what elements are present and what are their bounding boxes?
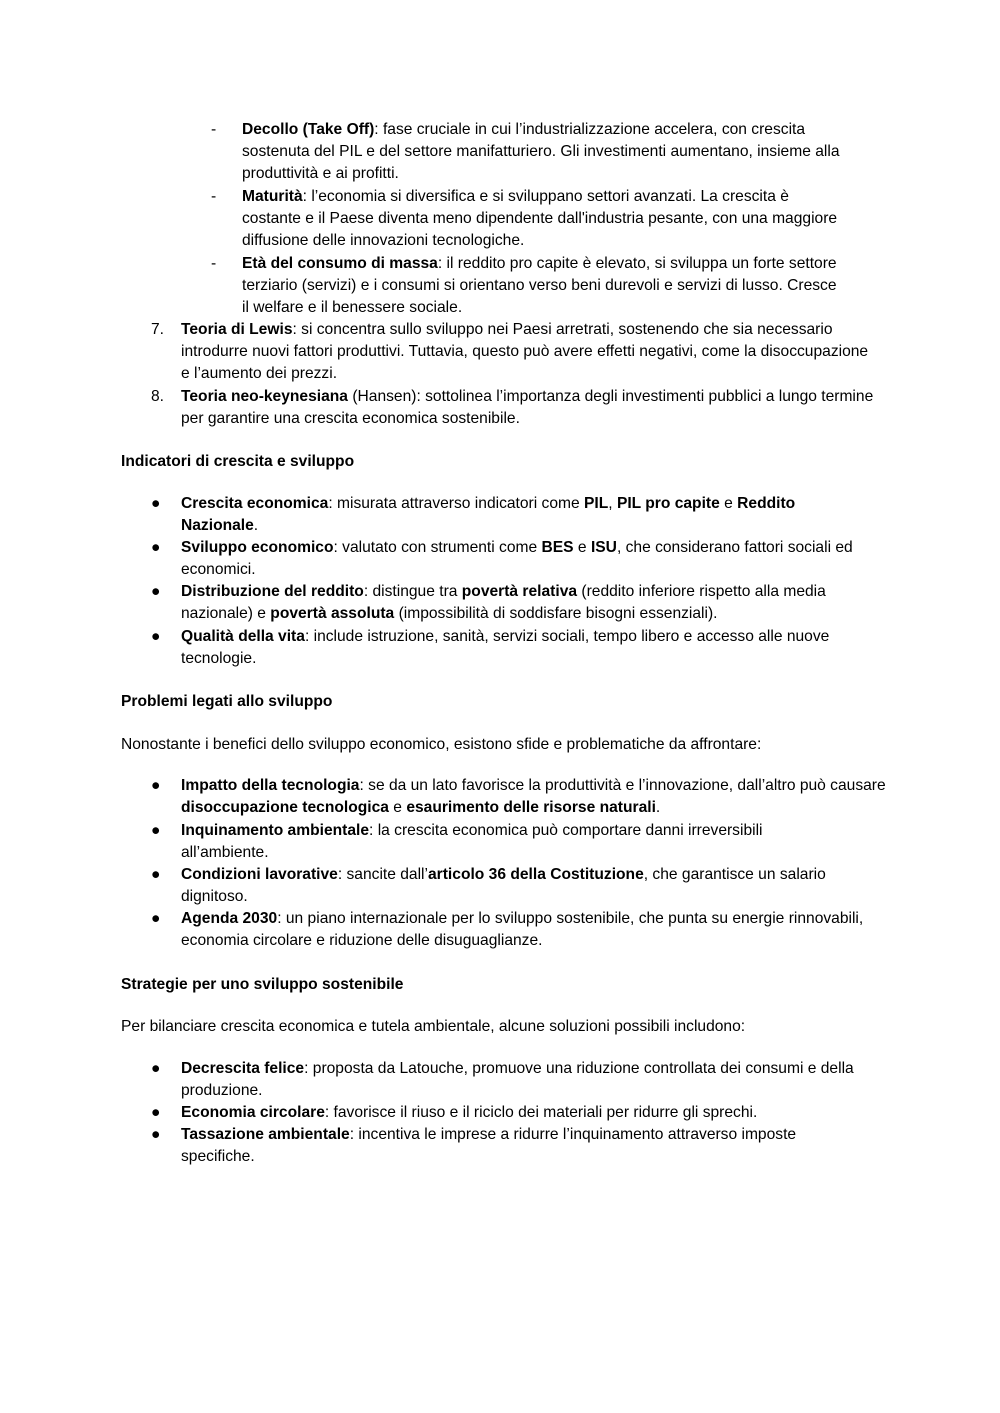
list-item-text: Economia circolare: favorisce il riuso e il riciclo dei materiali per ridurre gli sprechi. xyxy=(181,1104,758,1121)
list-number: 8. xyxy=(151,388,165,405)
bullet-marker: ● xyxy=(151,1126,161,1143)
bullet-marker: ● xyxy=(151,910,161,927)
bullet-marker: ● xyxy=(151,777,161,794)
bold-term: Maturità xyxy=(242,188,303,205)
bold-term: Teoria di Lewis xyxy=(181,321,293,338)
dash-marker: - xyxy=(211,188,217,205)
list-item-text: Sviluppo economico: valutato con strumenti come BES e ISU, che considerano fattori sociali ed economici. xyxy=(181,539,853,579)
bullet-marker: ● xyxy=(151,628,161,645)
section-intro: Nonostante i benefici dello sviluppo economico, esistono sfide e problematiche da affrontare: xyxy=(121,736,762,753)
bold-term: Teoria neo-keynesiana xyxy=(181,388,348,405)
list-item-text: Maturità: l’economia si diversifica e si sviluppano settori avanzati. La crescita è costante e il Paese diventa meno dipendente dall'industria pesante, con una maggiore diffusione delle innovazioni tecnologiche. xyxy=(242,188,838,250)
bold-term: Condizioni lavorative xyxy=(181,866,338,883)
bold-term: PIL xyxy=(584,495,609,512)
dash-marker: - xyxy=(211,121,217,138)
list-item-text: Condizioni lavorative: sancite dall’articolo 36 della Costituzione, che garantisce un salario dignitoso. xyxy=(181,866,826,906)
bold-term: Crescita economica xyxy=(181,495,329,512)
bold-term: Impatto della tecnologia xyxy=(181,777,360,794)
bold-term: Economia circolare xyxy=(181,1104,325,1121)
bold-term: Tassazione ambientale xyxy=(181,1126,350,1143)
bold-term: Reddito Nazionale xyxy=(181,495,796,535)
bold-term: Qualità della vita xyxy=(181,628,305,645)
list-item-text: Impatto della tecnologia: se da un lato favorisce la produttività e l’innovazione, dall’altro può causare disoccupazione tecnologica e esaurimento delle risorse naturali. xyxy=(181,777,886,817)
bold-term: BES xyxy=(541,539,574,556)
section-heading-strategie: Strategie per uno sviluppo sostenibile xyxy=(121,976,404,993)
bullet-marker: ● xyxy=(151,822,161,839)
bold-term: disoccupazione tecnologica xyxy=(181,799,389,817)
bullet-marker: ● xyxy=(151,583,161,600)
bold-term: povertà assoluta xyxy=(270,605,395,623)
bold-term: Decrescita felice xyxy=(181,1060,305,1077)
list-item-text: Teoria di Lewis: si concentra sullo sviluppo nei Paesi arretrati, sostenendo che sia necessario introdurre nuovi fattori produttivi. Tuttavia, questo può avere effetti negativi, come la disoccupazione e l’aumento dei prezzi. xyxy=(181,321,869,383)
bold-term: esaurimento delle risorse naturali xyxy=(406,799,656,817)
bold-term: Sviluppo economico xyxy=(181,539,334,556)
list-item-text: Crescita economica: misurata attraverso indicatori come PIL, PIL pro capite e Reddito Nazionale. xyxy=(181,495,796,535)
bold-term: Agenda 2030 xyxy=(181,910,278,927)
section-heading-indicatori: Indicatori di crescita e sviluppo xyxy=(121,453,355,470)
list-item-text: Teoria neo-keynesiana (Hansen): sottolinea l’importanza degli investimenti pubblici a lungo termine per garantire una crescita economica sostenibile. xyxy=(181,388,874,428)
list-item-text: Distribuzione del reddito: distingue tra povertà relativa (reddito inferiore rispetto alla media nazionale) e povertà assoluta (impossibilità di soddisfare bisogni essenziali). xyxy=(181,583,826,623)
list-item-text: Inquinamento ambientale: la crescita economica può comportare danni irreversibili all’ambiente. xyxy=(181,822,763,862)
bold-term: ISU xyxy=(590,539,617,556)
list-item-text: Tassazione ambientale: incentiva le imprese a ridurre l’inquinamento attraverso imposte specifiche. xyxy=(181,1126,797,1166)
list-item-text: Qualità della vita: include istruzione, sanità, servizi sociali, tempo libero e accesso alle nuove tecnologie. xyxy=(181,628,830,668)
bullet-marker: ● xyxy=(151,539,161,556)
bold-term: Distribuzione del reddito xyxy=(181,583,364,600)
bold-term: Inquinamento ambientale xyxy=(181,822,370,839)
bullet-marker: ● xyxy=(151,1104,161,1121)
dash-marker: - xyxy=(211,255,217,272)
list-item-text: Decollo (Take Off): fase cruciale in cui l’industrializzazione accelera, con crescita sostenuta del PIL e del settore manifatturiero. Gli investimenti aumentano, insieme alla produttività e ai profitti. xyxy=(242,121,840,183)
bold-term: articolo 36 della Costituzione xyxy=(428,866,644,883)
bold-term: PIL pro capite xyxy=(616,495,720,512)
list-item-text: Età del consumo di massa: il reddito pro capite è elevato, si sviluppa un forte settore terziario (servizi) e i consumi si orientano verso beni durevoli e servizi di lusso. Cresce il welfare e il benessere sociale. xyxy=(242,255,837,317)
list-item-text: Decrescita felice: proposta da Latouche, promuove una riduzione controllata dei consumi e della produzione. xyxy=(181,1060,854,1100)
bullet-marker: ● xyxy=(151,1060,161,1077)
bold-term: povertà relativa xyxy=(461,583,578,600)
list-number: 7. xyxy=(151,321,165,338)
section-heading-problemi: Problemi legati allo sviluppo xyxy=(121,693,333,710)
bullet-marker: ● xyxy=(151,495,161,512)
bold-term: Decollo (Take Off) xyxy=(242,121,375,138)
bullet-marker: ● xyxy=(151,866,161,883)
section-intro: Per bilanciare crescita economica e tutela ambientale, alcune soluzioni possibili includono: xyxy=(121,1018,746,1035)
list-item-text: Agenda 2030: un piano internazionale per lo sviluppo sostenibile, che punta su energie rinnovabili, economia circolare e riduzione delle disuguaglianze. xyxy=(181,910,864,950)
bold-term: Età del consumo di massa xyxy=(242,255,438,272)
